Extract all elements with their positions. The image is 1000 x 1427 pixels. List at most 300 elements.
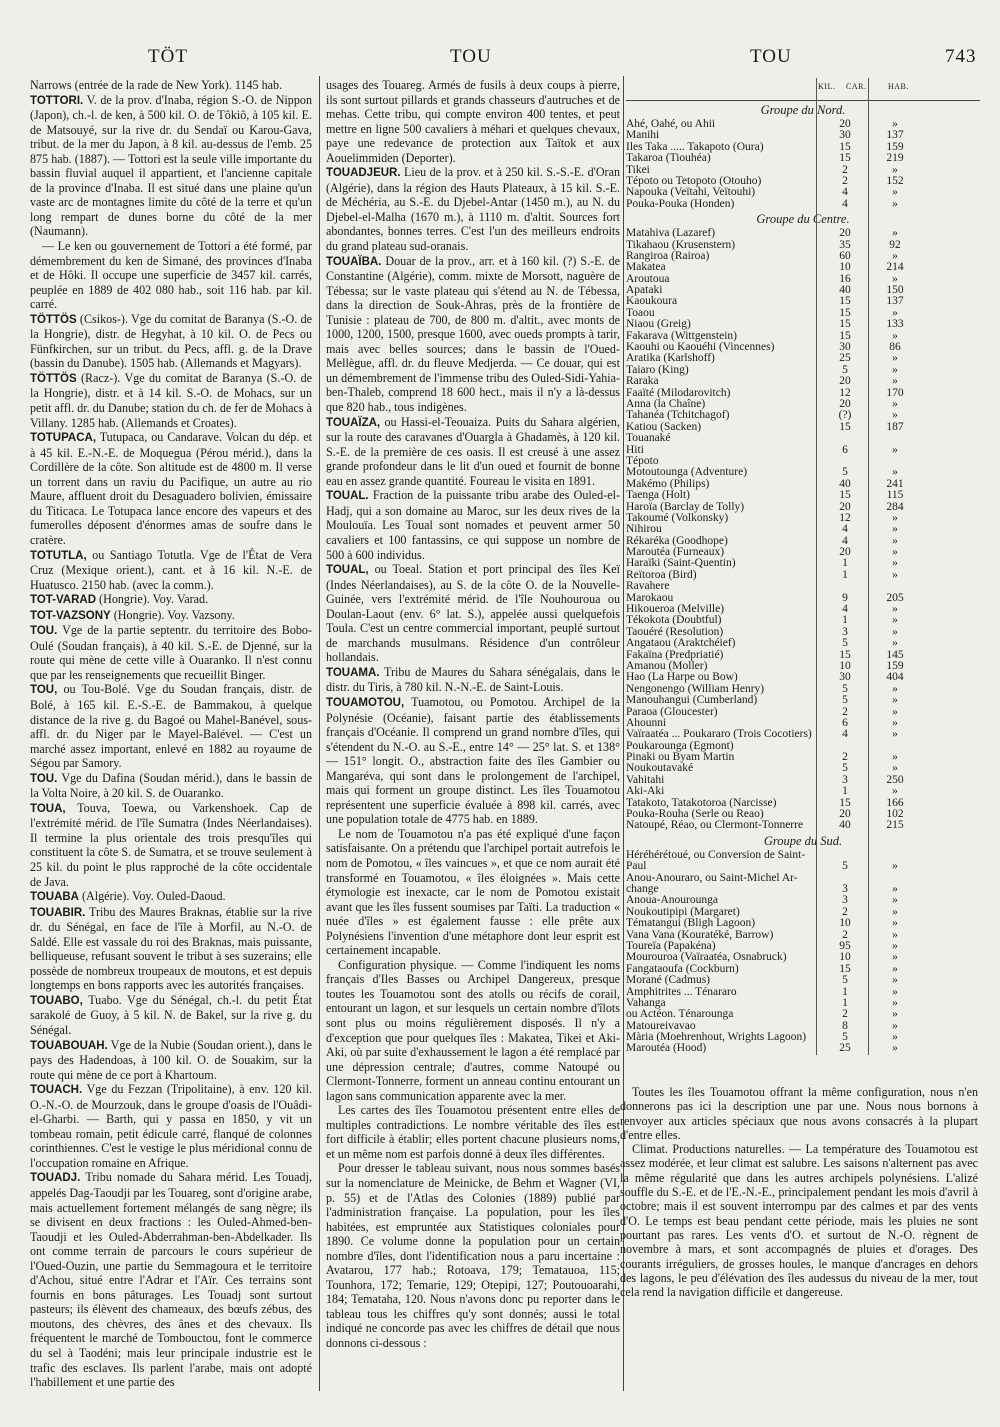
area-value: 30 — [839, 671, 851, 684]
table-row — [626, 930, 980, 941]
island-name: Ahé, Oahé, ou Ahii — [626, 119, 716, 130]
entry-headword: TÖTTÖS — [30, 372, 77, 385]
population-value: » — [892, 974, 898, 987]
area-value: 1 — [842, 785, 848, 798]
entry-headword: TOUAMOTOU, — [326, 696, 405, 709]
table-row — [626, 274, 980, 285]
population-value: 152 — [886, 174, 904, 187]
island-name: Takoumé (Volkonsky) — [626, 512, 729, 524]
entry-text: Douar de la prov., arr. et à 160 kil. (?) S.-E. de Constantine (Algérie), comm. mixte de Morsott, naguère de Tébessa; sur le vaste plateau qui s'étend au N. de Tébessa, dans la direction de Souk-Ahras, près de la frontière de Tunisie : plateau de 700, de 800 m. d'altit., avec monts de 1000, 1200, 1500, presque 1600, avec oueds prompts à tarir, mais avec belles sources; dans le bassin de l'Oued-Mellègue, affl. dr. du fleuve Medjerda. — Ce douar, qui est un démembrement de l'immense tribu des Ouled-Sidi-Yahia-ben-Thaleb, comprend 18 600 hect., mais il n'y a là-dessus que 820 hab., tous indigènes. — [326, 253, 620, 415]
area-value: 30 — [839, 129, 851, 142]
island-name: Matahiva (Lazaref) — [626, 228, 716, 240]
column-1 — [30, 78, 312, 1390]
population-value: » — [892, 1008, 898, 1021]
island-name: Tékokota (Doubtful) — [626, 615, 722, 627]
population-value: 284 — [886, 500, 904, 513]
population-value: 219 — [886, 152, 904, 165]
area-value: 10 — [839, 917, 851, 930]
table-row — [626, 798, 980, 809]
population-value: » — [892, 705, 898, 718]
area-value: 2 — [842, 1008, 848, 1021]
table-row — [626, 410, 980, 421]
island-name: Fangataoufa (Cockburn) — [626, 963, 739, 975]
island-name: Paraoa (Gloucester) — [626, 706, 718, 718]
area-value: 2 — [842, 705, 848, 718]
table-row — [626, 130, 980, 141]
area-value: 20 — [839, 546, 851, 559]
entry-headword: TOT-VARAD — [30, 594, 97, 607]
table-row — [626, 228, 980, 239]
island-name: Pouka-Pouka (Honden) — [626, 198, 735, 210]
area-value: 1 — [842, 985, 848, 998]
table-row — [626, 941, 980, 952]
table-row — [626, 467, 980, 478]
table-row — [626, 199, 980, 210]
table-row — [626, 376, 980, 387]
island-name: Toureïa (Papakéna) — [626, 940, 716, 952]
population-value: 241 — [886, 477, 904, 490]
area-value: 3 — [842, 894, 848, 907]
table-row — [626, 1009, 980, 1020]
entry-text: Tuamotou, ou Pomotou. Archipel de la Polynésie (Océanie), faisant partie des établissements français d'Océanie. Il comprend un grand nombre d'îles, qui s'étendent du N.-O. au S.-E., entre 14° — 25° lat. S. et 138° — 151° longit. O., abstraction faite des îles Gambier ou Mangaréva, qui sont dans le prolongement de l'archipel, mais qui forment un groupe distinct. Les îles Touamotou représentent une superficie évaluée à 898 kil. carrés, avec une population totale de 4775 hab. en 1889. — [326, 694, 620, 827]
entry-paragraph — [30, 993, 312, 1038]
area-value: (?) — [838, 409, 852, 422]
population-value: 150 — [886, 284, 904, 297]
island-name: Manouhangui (Cumberland) — [626, 695, 758, 707]
population-value: » — [892, 568, 898, 581]
table-row — [626, 820, 980, 831]
island-name: Makémo (Philips) — [626, 478, 710, 490]
population-value: » — [892, 409, 898, 422]
entry-paragraph — [326, 254, 620, 415]
table-row — [626, 695, 980, 706]
area-value: 20 — [839, 808, 851, 821]
area-value: 25 — [839, 1042, 851, 1055]
island-name: change — [626, 884, 659, 895]
area-value: 4 — [842, 523, 848, 536]
entry-paragraph — [326, 165, 620, 253]
table-row — [626, 353, 980, 364]
area-value: 15 — [839, 152, 851, 165]
population-value: » — [892, 917, 898, 930]
island-name: Noukoutavaké — [626, 763, 694, 775]
area-value: 20 — [839, 118, 851, 130]
island-name: Anna (la Chaîne) — [626, 398, 706, 410]
table-row — [626, 593, 980, 604]
area-value: 4 — [842, 603, 848, 616]
island-name: Napouka (Veïtahi, Veïtouhi) — [626, 187, 756, 199]
entry-paragraph — [30, 371, 312, 430]
population-value: » — [892, 996, 898, 1009]
entry-paragraph — [620, 1085, 978, 1142]
table-row — [626, 718, 980, 729]
population-value: » — [892, 272, 898, 285]
entry-text: Les cartes des îles Touamotou présentent entre elles de multiples contradictions. Le nombre véritable des îles est fort difficile à établir; elles portent chacune plusieurs noms, et un même nom est parfois donné à deux îles différentes. — [326, 1103, 620, 1161]
island-name: Tématangui (Bligh Lagoon) — [626, 918, 756, 930]
entry-headword: TOUABA — [30, 891, 79, 904]
island-name: Hao (La Harpe ou Bow) — [626, 672, 738, 684]
entry-headword: TOUADJEUR. — [326, 167, 401, 180]
entry-paragraph — [326, 1103, 620, 1161]
table-column-rule — [868, 78, 869, 1055]
entry-text: Tutupaca, ou Candarave. Volcan du dép. et à 45 kil. E.-N.-E. de Moquegua (Pérou mérid.), dans la Cordillère de la côte. Son altitude est de 4800 m. Il verse un torrent dans un raviu du Pacifique, un autre au rio Maure, affluent droit du Desaguadero bolivien, émissaire du Titicaca. Le Totupaca lance encore des vapeurs et des fumerolles déposent d'énormes amas de soufre dans le cratère. — [30, 430, 312, 547]
group-title: Groupe du Centre. — [756, 212, 850, 227]
population-value: » — [892, 894, 898, 907]
entry-text: ou Tou-Bolé. Vge du Soudan français, distr. de Bolé, à 165 kil. E.-S.-E. de Bammakou, à quelque distance de la rive g. du Bagoé ou Mahel-Banével, sous-affl. dr. du Niger par le Mayel-Balével. — C'est un marché assez important, enlevé en 1882 au royaume de Ségou par Samory. — [30, 682, 312, 771]
island-name: Paul — [626, 861, 647, 873]
island-name: Ahounni — [626, 717, 667, 729]
table-row — [626, 558, 980, 569]
island-name: Ravahere — [626, 581, 670, 593]
entry-text: ou Santiago Totutla. Vge de l'État de Vera Cruz (Mexique orient.), cant. et à 16 kil. N.-E. de Huatusco. 2150 hab. (avec la comm.). — [30, 547, 312, 592]
population-value: » — [892, 186, 898, 199]
table-row — [626, 884, 980, 895]
population-value: » — [892, 352, 898, 365]
table-row — [626, 240, 980, 251]
entry-paragraph — [326, 1161, 620, 1350]
area-value: 5 — [842, 682, 848, 695]
entry-text: Vge du Fezzan (Tripolitaine), à env. 120 kil. O.-N.-O. de Mourzouk, dans le groupe d'oasis de l'Ouâdi-el-Gharbi. — Barth, qui y passa en 1850, y vit un tombeau romain, petit édicule carré, flanqué de colonnes corinthiennes. C'est le vestige le plus méridional connu de l'occupation romaine en Afrique. — [30, 1082, 312, 1170]
area-value: 5 — [842, 694, 848, 707]
area-value: 15 — [839, 329, 851, 342]
island-name: Pouka-Rouha (Serle ou Reao) — [626, 809, 764, 821]
entry-headword: TOUABO, — [30, 994, 83, 1007]
entry-text: Le nom de Touamotou n'a pas été expliqué d'une façon satisfaisante. On a prétendu que l'archipel portait autrefois le nom de Pomotou, « îles vaincues », et que ce nom aurait été transformé en Touamotou, « îles éloignées ». Mais cette étymologie est inexacte, car le nom de Pomotou existait avant que les îles fussent soumises par Taïti. La traduction « nuée d'îles » est également fausse : elle prête aux Polynésiens l'invention d'une métaphore dont leur esprit est certainement incapable. — [326, 826, 620, 958]
area-value: 8 — [842, 1019, 848, 1032]
population-value: 86 — [889, 341, 901, 354]
area-value: 35 — [839, 238, 851, 251]
table-row — [626, 775, 980, 786]
area-value: 15 — [839, 962, 851, 975]
area-value: 15 — [839, 420, 851, 433]
table-row — [626, 809, 980, 820]
population-value: » — [892, 962, 898, 975]
entry-text: V. de la prov. d'Inaba, région S.-O. de Nippon (Japon), ch.-l. de ken, à 500 kil. O. de Tôkiô, à 105 kil. E. de Matsouyé, sur la rive dr. du Sendaï ou Karou-Gava, tribut. de la mer du Japon, à 8 kil. au-dessus de l'emb. 25 875 hab. (1887). — Tottori est la seule ville importante du bassin fluvial auquel il appartient, et l'ancienne capitale de la province d'Inaba. Il est situé dans une plaine qu'un vaste arc de montagnes limite du côté de la terre et qu'un long rempart de dunes borne du côté de la mer (Naumann). — [30, 92, 312, 239]
population-value: » — [892, 118, 898, 130]
table-row — [626, 165, 980, 176]
island-name: Vahitahi — [626, 774, 665, 786]
entry-paragraph — [30, 1038, 312, 1083]
area-value: 5 — [842, 1031, 848, 1044]
island-name: Hikoueroa (Melville) — [626, 604, 725, 616]
table-row — [626, 741, 980, 752]
entry-text: Touva, Toewa, ou Varkenshoek. Cap de l'extrémité mérid. de l'île Sumatra (Indes Néerlandaises). Il termine la plus orientale des trois presqu'îles qui constituent la côte S. de Sumatra, et se trouve seulement à 25 kil. du point le plus rapproché de la côte occidentale de Java. — [30, 800, 312, 889]
entry-text: (Csikos-). Vge du comitat de Baranya (S.-O. de la Hongrie), distr. de Hegyhat, à 10 kil. O. de Pecs ou Fünfkirchen, sur un tribut. du Pecs, affl. g. de la Drave (bassin du Danube). 1505 hab. (Allemands et Magyars). — [30, 311, 312, 371]
entry-paragraph — [326, 562, 620, 665]
island-name: Iles Taka ..... Takapoto (Oura) — [626, 141, 764, 153]
table-row — [626, 873, 980, 884]
entry-headword: TOU. — [30, 772, 58, 785]
population-value: » — [892, 985, 898, 998]
table-row — [626, 490, 980, 501]
population-value: » — [892, 751, 898, 764]
header-kil: KIL. — [818, 82, 836, 91]
population-value: » — [892, 443, 898, 456]
area-value: 15 — [839, 648, 851, 661]
island-name: Tikei — [626, 164, 650, 176]
table-row — [626, 1021, 980, 1032]
entry-text: Tribu de Maures du Sahara sénégalais, dans le distr. du Tiris, à 780 kil. N.-N.-E. de Saint-Louis. — [326, 664, 620, 695]
island-name: ou Actéon. Ténarounga — [626, 1009, 734, 1021]
entry-paragraph — [30, 623, 312, 682]
table-row — [626, 187, 980, 198]
entry-headword: TOUA, — [30, 802, 66, 815]
area-value: 15 — [839, 306, 851, 319]
table-row — [626, 581, 980, 592]
area-value: 4 — [842, 728, 848, 741]
island-name: Vana Vana (Kouratéké, Barrow) — [626, 929, 774, 941]
entry-paragraph — [326, 665, 620, 695]
entry-text: (Algérie). Voy. Ouled-Daoud. — [78, 889, 226, 904]
table-row — [626, 907, 980, 918]
entry-paragraph — [30, 1082, 312, 1170]
entry-paragraph — [326, 958, 620, 1103]
area-value: 15 — [839, 140, 851, 153]
island-name: Touanaké — [626, 433, 671, 445]
population-value: » — [892, 928, 898, 941]
population-value: » — [892, 682, 898, 695]
island-name: Kaoukoura — [626, 296, 678, 308]
table-row — [626, 251, 980, 262]
island-name: Anoua-Anourounga — [626, 895, 718, 907]
population-value: » — [892, 363, 898, 376]
area-value: 5 — [842, 363, 848, 376]
population-value: » — [892, 694, 898, 707]
island-name: Rékaréka (Goodhope) — [626, 535, 728, 547]
island-name: Tikahaou (Krusenstern) — [626, 239, 736, 251]
population-value: » — [892, 523, 898, 536]
area-value: 20 — [839, 500, 851, 513]
entry-text: (Hongrie). Voy. Varad. — [96, 592, 209, 607]
area-value: 15 — [839, 295, 851, 308]
area-value: 20 — [839, 227, 851, 240]
population-value: 102 — [886, 808, 904, 821]
entry-paragraph — [30, 682, 312, 770]
island-name: Toaou — [626, 307, 655, 319]
population-value: » — [892, 860, 898, 873]
area-value: 95 — [839, 939, 851, 952]
area-value: 2 — [842, 163, 848, 176]
table-row — [626, 707, 980, 718]
area-value: 10 — [839, 659, 851, 672]
table-row — [626, 763, 980, 774]
table-row — [626, 399, 980, 410]
entry-paragraph — [30, 592, 312, 608]
population-value: » — [892, 603, 898, 616]
area-value: 9 — [842, 591, 848, 604]
table-row — [626, 142, 980, 153]
entry-paragraph — [620, 1142, 978, 1299]
population-value: 159 — [886, 140, 904, 153]
population-value: 159 — [886, 659, 904, 672]
table-row — [626, 308, 980, 319]
table-row — [626, 547, 980, 558]
table-row — [626, 331, 980, 342]
population-value: 133 — [886, 318, 904, 331]
island-name: Tépoto — [626, 455, 659, 467]
island-name: Morané (Cadmus) — [626, 975, 710, 987]
entry-headword: TOUADJ. — [30, 1172, 81, 1185]
entry-text: Tribu nomade du Sahara mérid. Les Touadj, appelés Dag-Taoudji par les Touareg, sont d'origine arabe, mais actuellement fortement mélangés de sang nègre; ils se divisent en deux fractions : les Ouled-Ahmed-ben-Taoudji et les Ouled-Abderrahman-ben-Abdelkader. Ils ont comme terrain de parcours le cours supérieur de l'Oued-Ouzin, une partie du Semmagoura et le territoire d'Achou, situé entre l'Adrar et l'Aïr. Ces terrains sont fournis en bons pâturages. Les Touadj sont surtout pasteurs; ils élèvent des chameaux, des bœufs zébus, des moutons, des chèvres, des ânes et des chevaux. Ils fréquentent le marché de Tombouctou, font le commerce du sel à Taodéni; mais leur principale industrie est le trafic des esclaves. Ils parlent l'arabe, mais ont adopté l'habillement et une partie des — [30, 1170, 312, 1390]
population-value: » — [892, 728, 898, 741]
area-value: 60 — [839, 249, 851, 262]
population-value: » — [892, 625, 898, 638]
table-row — [626, 262, 980, 273]
entry-paragraph — [326, 827, 620, 958]
entry-text: (Racz-). Vge du comitat de Baranya (S.-O. de la Hongrie), distr. et à 14 kil. S.-O. de Mohacs, sur un petit affl. dr. du Danube; station du ch. de fer de Mohacs à Villany. 1285 hab. (Allemands et Croates). — [30, 370, 312, 430]
table-row — [626, 684, 980, 695]
entry-paragraph — [30, 608, 312, 624]
population-value: » — [892, 511, 898, 524]
population-value: » — [892, 329, 898, 342]
island-name: Anou-Anouraro, ou Saint-Michel Ar- — [626, 872, 798, 884]
population-value: 166 — [886, 796, 904, 809]
population-value: » — [892, 1031, 898, 1044]
entry-text: Narrows (entrée de la rade de New York). 1145 hab. — [30, 78, 283, 92]
table-row — [626, 638, 980, 649]
area-value: 12 — [839, 511, 851, 524]
area-value: 1 — [842, 614, 848, 627]
population-value: » — [892, 762, 898, 775]
page-number: 743 — [945, 46, 977, 67]
table-row — [626, 952, 980, 963]
population-value: » — [892, 883, 898, 895]
entry-text: Pour dresser le tableau suivant, nous nous sommes basés sur la nomenclature de Meinicke, de Behm et Wagner (VI, p. 55) et de l'Atlas des Colonies (1889) publié par l'administration française. La population, pour les îles habitées, est empruntée aux Statistiques coloniales pour 1890. Ce volume donne la population pour un certain nombre d'îles, dont l'identification nous a paru incertaine : Avatarou, 177 hab.; Rotoava, 179; Tematauoa, 115; Tounhora, 172; Temarie, 129; Otepipi, 127; Poutouoarahi, 184; Temataha, 120. Nous n'avons donc pu reporter dans le tableau tous les chiffres qu'y sont donnés; aussi le total indiqué ne concorde pas avec les chiffres de détail que nous donnons ci-dessous : — [326, 1161, 620, 1351]
island-name: Tatakoto, Tatakotoroa (Narcisse) — [626, 797, 777, 809]
table-row — [626, 627, 980, 638]
entry-paragraph — [326, 78, 620, 165]
population-value: 404 — [886, 671, 904, 684]
entry-paragraph — [30, 93, 312, 239]
area-value: 1 — [842, 568, 848, 581]
area-value: 30 — [839, 341, 851, 354]
table-row — [626, 729, 980, 740]
population-value: 145 — [886, 648, 904, 661]
table-row — [626, 964, 980, 975]
entry-text: Tuabo. Vge du Sénégal, ch.-l. du petit État sarakolé de Guoy, à 5 kil. N. de Bakel, sur la rive g. du Sénégal. — [30, 992, 312, 1037]
entry-paragraph — [30, 78, 312, 93]
area-value: 15 — [839, 489, 851, 502]
population-value: » — [892, 197, 898, 210]
population-value: » — [892, 249, 898, 262]
entry-text: (Hongrie). Voy. Vazsony. — [110, 607, 235, 622]
table-row — [626, 786, 980, 797]
table-row — [626, 319, 980, 330]
table-row — [626, 502, 980, 513]
area-value: 20 — [839, 375, 851, 388]
island-name: Reïtoroa (Bird) — [626, 569, 697, 581]
island-name: Mourouroa (Vaïraatéa, Osnabruck) — [626, 952, 787, 964]
table-row — [626, 479, 980, 490]
island-name: Fakaïna (Predpriatié) — [626, 649, 724, 661]
column-rule — [319, 76, 320, 1391]
island-name: Nengonengo (William Henry) — [626, 683, 765, 695]
island-name: Taiaro (King) — [626, 364, 689, 376]
population-value: 250 — [886, 773, 904, 786]
population-value: » — [892, 614, 898, 627]
island-name: Vahanga — [626, 997, 666, 1009]
entry-headword: TÖTTÖS — [30, 313, 77, 326]
population-value: » — [892, 951, 898, 964]
entry-headword: TOUAL. — [326, 490, 369, 503]
entry-text: Configuration physique. — Comme l'indiquent les noms français d'Iles Basses ou Archipel Dangereux, presque toutes les Touamotou sont des atolls ou récifs de corail, entourant un lagon, et sur lesquels un certain nombre d'îlots sont plus ou moins régulièrement disposés. Il n'y a d'exception que pour quelques îles : Makatea, Tikei et Aki-Aki, où par suite d'exhaussement le lagon a été remplacé par une dépression centrale; d'autres, comme Natoupé ou Clermont-Tonnerre, forment un anneau continu entourant un lagon sans communication apparente avec la mer. — [326, 957, 620, 1103]
island-name: Taouéré (Resolution) — [626, 626, 724, 638]
area-value: 1 — [842, 996, 848, 1009]
table-row — [626, 570, 980, 581]
area-value: 4 — [842, 197, 848, 210]
area-value: 5 — [842, 974, 848, 987]
island-name: Vaïraatéa ... Poukararo (Trois Cocotiers) — [626, 729, 812, 741]
table-row — [626, 1032, 980, 1043]
island-name: Angataou (Araktchéief) — [626, 638, 736, 650]
island-name: Hiti — [626, 444, 644, 456]
population-value: 137 — [886, 129, 904, 142]
table-row — [626, 388, 980, 399]
entry-headword: TOT-VAZSONY — [30, 609, 111, 622]
entry-paragraph — [326, 695, 620, 827]
entry-paragraph — [30, 889, 312, 905]
entry-paragraph — [30, 1170, 312, 1389]
island-name: Niaou (Greig) — [626, 319, 691, 331]
island-name: Tépoto ou Tetopoto (Otouho) — [626, 175, 762, 187]
area-value: 3 — [842, 625, 848, 638]
island-name: Amanou (Moller) — [626, 660, 708, 672]
table-body — [626, 102, 980, 1055]
island-name: Haraïki (Saint-Quentin) — [626, 558, 736, 570]
entry-paragraph — [326, 488, 620, 562]
entry-text: ou Toeal. Station et port principal des îles Keï (Indes Néerlandaises), au S. de la côte O. de la Nouvelle-Guinée, vers l'extrémité mérid. de l'île Nouhouroua ou Doulan-Laout (env. 6° lat. S.), appelée aussi quelquefois Toula. C'est un centre commercial important, peuplé surtout de marchands musulmans. Résidence d'un contrôleur hollandais. — [326, 562, 620, 665]
island-name: Matoureivavao — [626, 1020, 696, 1032]
entry-text: Tribu des Maures Braknas, établie sur la rive dr. du Sénégal, en face de l'île à Morfil, au N.-O. de Saldé. Elle est vassale du roi des Braknas, mais puissante, belliqueuse, refusant souvent le tribut à ses suzerains; elle possède de nombreux troupeaux de moutons, et est depuis longtemps en bons rapports avec les autorités françaises. — [30, 904, 312, 993]
area-value: 2 — [842, 905, 848, 918]
island-name: Manihi — [626, 130, 660, 142]
running-head-left: TÖT — [148, 46, 188, 67]
area-value: 4 — [842, 534, 848, 547]
island-name: Amphitrites ... Ténararo — [626, 986, 737, 998]
area-value: 3 — [842, 883, 848, 895]
table-row — [626, 918, 980, 929]
area-value: 2 — [842, 174, 848, 187]
entry-headword: TOUACH. — [30, 1084, 83, 1097]
population-value: » — [892, 546, 898, 559]
running-head-right: TOU — [750, 46, 792, 67]
entry-headword: TOUAMA. — [326, 666, 380, 679]
table-row — [626, 1043, 980, 1054]
table-row — [626, 998, 980, 1009]
table-row — [626, 445, 980, 456]
population-value: » — [892, 716, 898, 729]
area-value: 20 — [839, 397, 851, 410]
island-name: Aki-Aki — [626, 786, 665, 798]
population-value: » — [892, 939, 898, 952]
population-value: » — [892, 905, 898, 918]
island-name: Aratika (Karlshoff) — [626, 353, 715, 365]
area-value: 40 — [839, 819, 851, 832]
table-row — [626, 296, 980, 307]
area-value: 1 — [842, 557, 848, 570]
population-value: 115 — [886, 489, 904, 502]
area-value: 40 — [839, 284, 851, 297]
table-row — [626, 524, 980, 535]
area-value: 15 — [839, 318, 851, 331]
entry-headword: TOTTORI. — [30, 94, 84, 107]
entry-paragraph — [30, 905, 312, 993]
entry-text: Lieu de la prov. et à 250 kil. S.-S.-E. d'Oran (Algérie), dans la région des Hauts Plateaux, à 15 kil. S.-E. de Méchéria, au S.-E. du Djebel-Antar (1450 m.), au N. du Djebel-el-Malha (1670 m.), à 1110 m. d'altit. Sources fort abondantes, bonnes terres. C'est l'un des meilleurs endroits du grand plateau sud-oranais. — [326, 165, 620, 254]
island-name: Kaouhi ou Kaouéhi (Vincennes) — [626, 342, 775, 354]
group-title: Groupe du Nord. — [760, 103, 846, 117]
population-value: 170 — [886, 386, 904, 399]
header-car: CAR. — [846, 82, 867, 91]
